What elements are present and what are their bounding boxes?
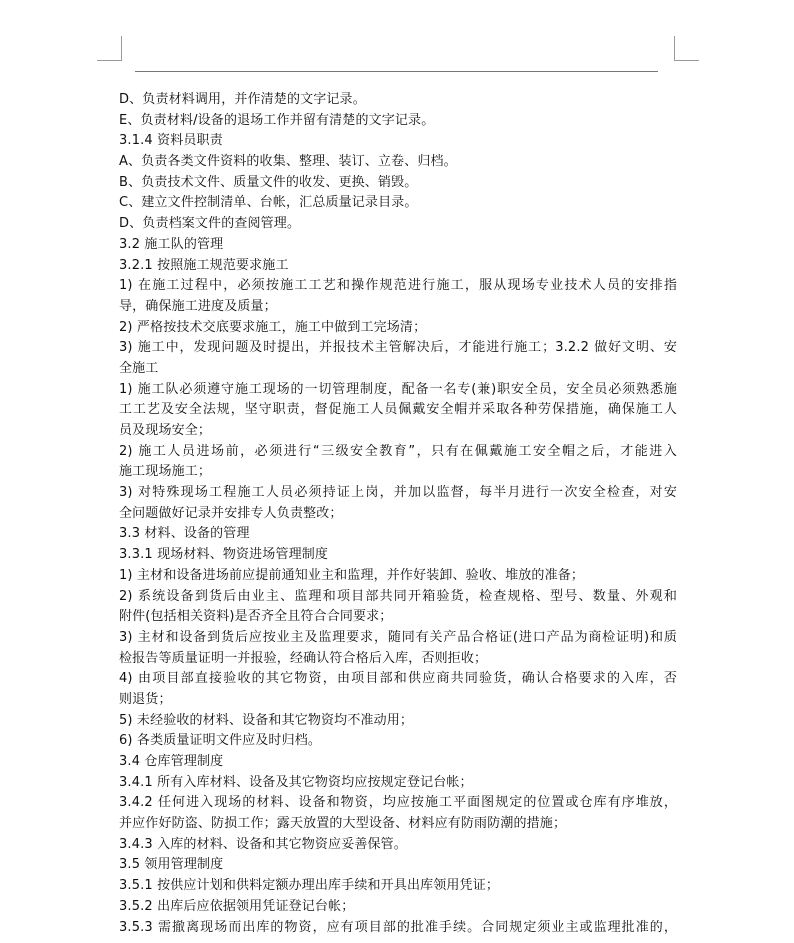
crop-mark-top-left	[97, 36, 122, 61]
text-line: 并应作好防盗、防损工作；露天放置的大型设备、材料应有防雨防潮的措施；	[119, 816, 567, 832]
text-line: 3.4.3 入库的材料、设备和其它物资应妥善保管。	[119, 836, 407, 852]
text-line: 员及现场安全；	[119, 423, 212, 438]
text-line: 3.5.2 出库后应依据领用凭证登记台帐；	[119, 898, 355, 914]
section-heading: 3.5 领用管理制度	[119, 857, 224, 873]
text-line: E、负责材料/设备的退场工作并留有清楚的文字记录。	[119, 112, 435, 128]
text-line: 4) 由项目部直接验收的其它物资，由项目部和供应商共同验货，确认合格要求的入库，否	[119, 671, 677, 687]
text-line: 1) 施工队必须遵守施工现场的一切管理制度，配备一名专(兼)职安全员，安全员必须熟悉施	[119, 381, 677, 397]
header-rule	[135, 71, 658, 72]
text-line: 5) 未经验收的材料、设备和其它物资均不准动用；	[119, 712, 414, 728]
text-line: 1) 在施工过程中，必须按施工工艺和操作规范进行施工，服从现场专业技术人员的安排指	[119, 278, 677, 294]
section-heading: 3.4 仓库管理制度	[119, 754, 224, 769]
text-line: 1) 主材和设备进场前应提前通知业主和监理，并作好装卸、验收、堆放的准备；	[119, 567, 585, 583]
text-line: 3.4.1 所有入库材料、设备及其它物资均应按规定登记台帐；	[119, 774, 473, 790]
section-heading: 3.2.1 按照施工规范要求施工	[119, 257, 289, 273]
text-line: D、负责材料调用，并作清楚的文字记录。	[119, 92, 366, 107]
section-heading: 3.3.1 现场材料、物资进场管理制度	[119, 547, 329, 563]
text-line: 3.5.1 按供应计划和供料定额办理出库手续和开具出库领用凭证；	[119, 878, 500, 894]
text-line: 检报告等质量证明一并报验，经确认符合格后入库，否则拒收；	[119, 650, 488, 666]
text-line: 则退货；	[119, 691, 172, 707]
text-line: A、负责各类文件资料的收集、整理、装订、立卷、归档。	[119, 154, 457, 170]
document-body	[119, 90, 677, 938]
text-line: 2) 严格按技术交底要求施工，施工中做到工完场清；	[119, 319, 427, 335]
text-line: 施工现场施工；	[119, 464, 212, 480]
text-line: C、建立文件控制清单、台帐，汇总质量记录目录。	[119, 195, 418, 211]
text-line: 3.5.3 需撤离现场而出库的物资，应有项目部的批准手续。合同规定须业主或监理批准的，	[119, 919, 677, 935]
section-heading: 3.2 施工队的管理	[119, 236, 224, 252]
text-line: 3) 主材和设备到货后应按业主及监理要求，随同有关产品合格证(进口产品为商检证明)和质	[119, 629, 677, 645]
text-line: 6) 各类质量证明文件应及时归档。	[119, 733, 322, 749]
text-line: B、负责技术文件、质量文件的收发、更换、销毁。	[119, 174, 418, 190]
text-line: 2) 施工人员进场前，必须进行“三级安全教育”，只有在佩戴施工安全帽之后，才能进入	[119, 443, 677, 459]
text-line: 全施工	[119, 360, 159, 376]
text-line: 导，确保施工进度及质量；	[119, 298, 277, 314]
text-line: 全问题做好记录并安排专人负责整改；	[119, 505, 343, 521]
section-heading: 3.3 材料、设备的管理	[119, 526, 250, 542]
text-line: D、负责档案文件的查阅管理。	[119, 216, 301, 232]
text-line: 工工艺及安全法规，坚守职责，督促施工人员佩戴安全帽并采取各种劳保措施，确保施工人	[119, 402, 677, 418]
crop-mark-top-right	[674, 36, 699, 61]
text-line: 3) 施工中，发现问题及时提出，并报技术主管解决后，才能进行施工；3.2.2 做好文明、安	[119, 340, 677, 356]
text-line: 3.4.2 任何进入现场的材料、设备和物资，均应按施工平面图规定的位置或仓库有序堆放，	[119, 795, 677, 811]
text-line: 2) 系统设备到货后由业主、监理和项目部共同开箱验货，检查规格、型号、数量、外观和	[119, 588, 677, 604]
section-heading: 3.1.4 资料员职责	[119, 133, 223, 149]
text-line: 3) 对特殊现场工程施工人员必须持证上岗，并加以监督，每半月进行一次安全检查，对安	[119, 485, 677, 501]
text-line: 附件(包括相关资料)是否齐全且符合合同要求；	[119, 609, 393, 625]
